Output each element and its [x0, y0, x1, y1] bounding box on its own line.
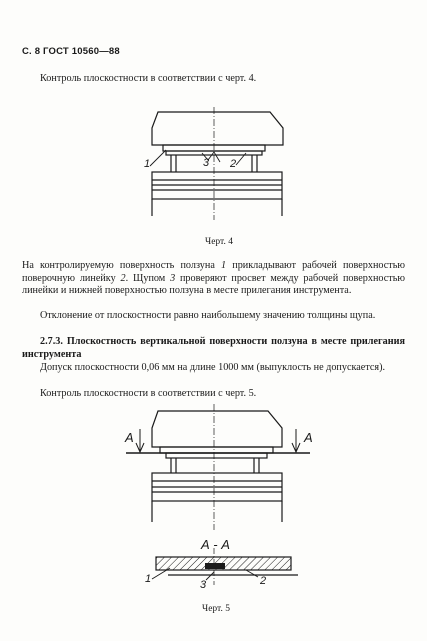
fig4-label-2: 2	[230, 158, 237, 170]
fig5-label-3: 3	[200, 579, 207, 591]
p2-part-4: проверяют просвет между рабочей поверхностью линейки и нижней поверхностью ползуна в месте прилегания инструмента.	[22, 272, 405, 297]
p2-num-probe: 3	[170, 272, 176, 284]
page-header: С. 8 ГОСТ 10560—88	[22, 46, 120, 57]
p2-num-ruler: 2	[120, 272, 126, 284]
paragraph-tolerance: Допуск плоскостности 0,06 мм на длине 1000 мм (выпуклость не допускается).	[40, 362, 386, 373]
p2-num-slide: 1	[221, 260, 227, 271]
section-mark-left: А	[125, 430, 134, 445]
fig5-caption: Черт. 5	[202, 604, 230, 614]
paragraph-intro-fig4: Контроль плоскостности в соответствии с черт. 4.	[40, 73, 257, 84]
fig5-plate	[160, 447, 273, 453]
fig5-slide	[152, 411, 282, 447]
fig5-label-1: 1	[145, 573, 152, 585]
section-title: Плоскостность вертикальной поверхности ползуна в месте прилегания инструмента	[22, 336, 405, 360]
section-number: 2.7.3.	[40, 336, 63, 347]
fig5-label-2: 2	[260, 575, 267, 587]
paragraph-deviation: Отклонение от плоскостности равно наибольшему значению толщины щупа.	[40, 310, 376, 321]
fig4-caption: Черт. 4	[205, 237, 233, 247]
fig5-probe	[205, 563, 225, 569]
p2-part-2: прикладывают рабочей поверхностью поверочную линейку	[22, 260, 405, 284]
fig4-label-3: 3	[203, 157, 210, 169]
paragraph-intro-fig5: Контроль плоскостности в соответствии с черт. 5.	[40, 388, 257, 399]
section-view-title: А - А	[201, 537, 230, 552]
p2-part-1: На контролируемую поверхность ползуна	[22, 260, 221, 271]
p2-part-3: . Щупом	[125, 272, 171, 284]
fig4-label-1: 1	[144, 158, 151, 170]
section-mark-right: А	[304, 430, 313, 445]
